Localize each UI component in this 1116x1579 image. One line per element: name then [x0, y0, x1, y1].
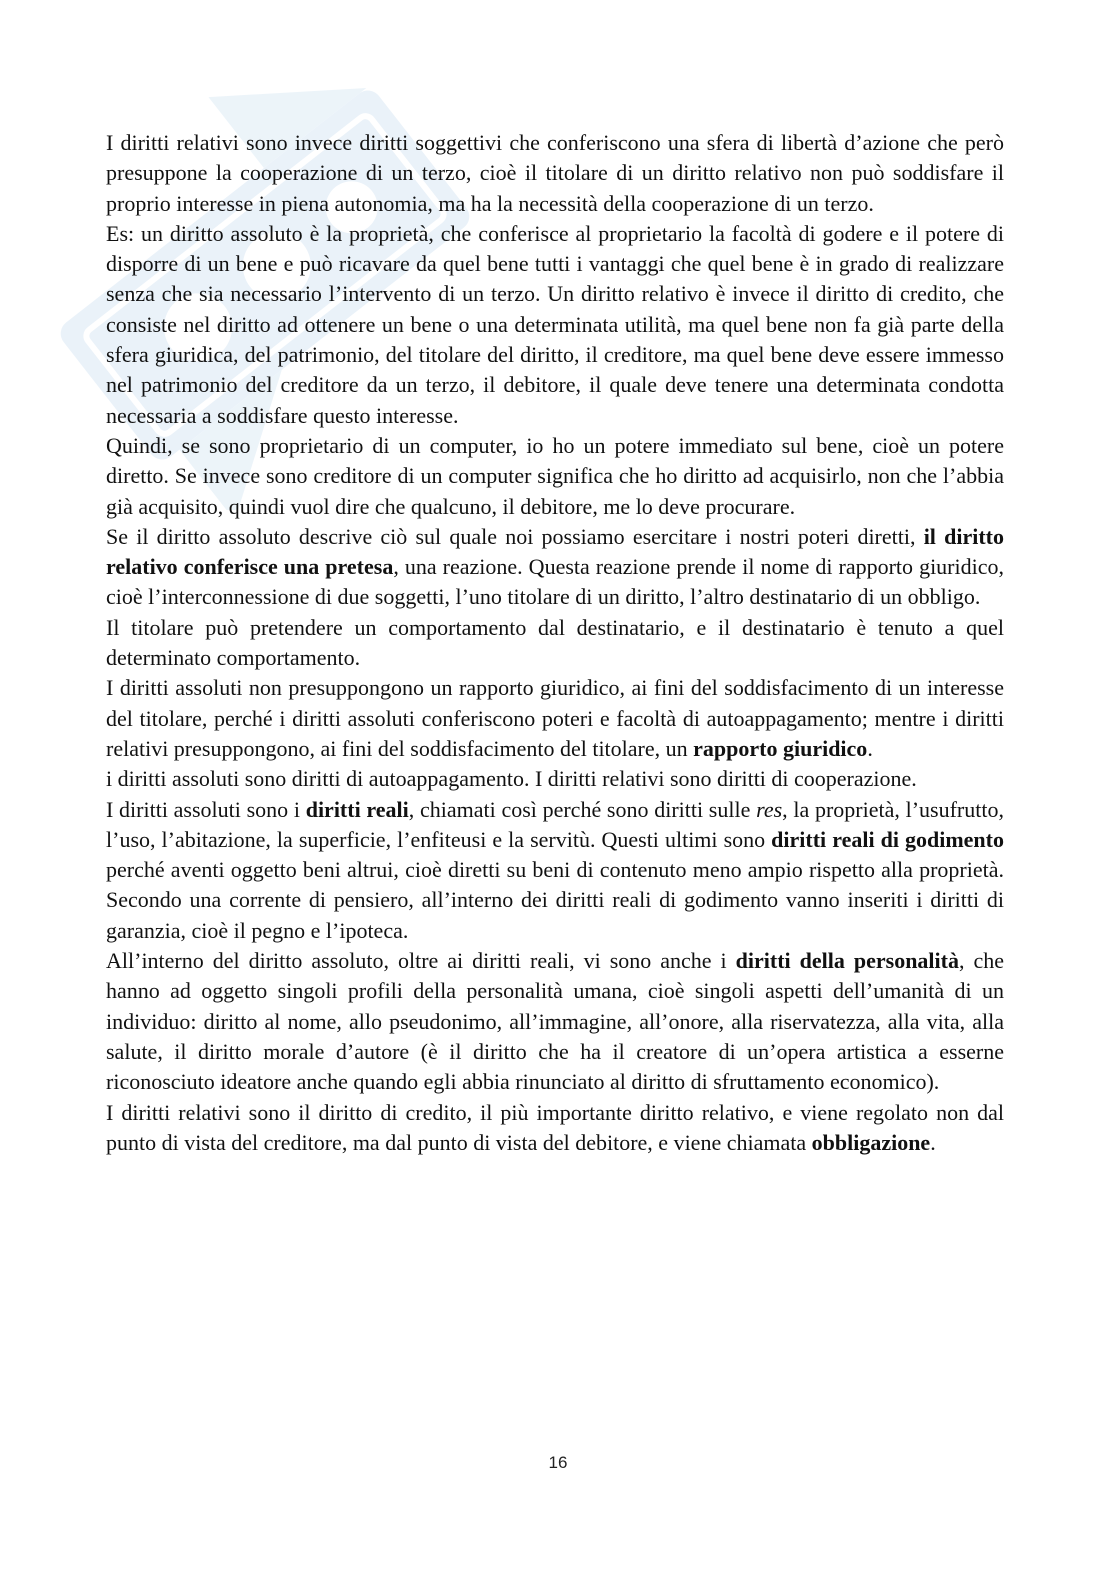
text-run: , che hanno ad oggetto singoli profili della personalità umana, cioè singoli aspetti dell’umanità di un individuo: diritto al nome, allo pseudonimo, all’immagine, all’onore, alla riservatezza, alla vita, alla salute, il diritto morale d’autore (è il diritto che ha il creatore di un’opera artistica a esserne riconosciuto ideatore anche quando egli abbia rinunciato al diritto di sfruttamento economico).: [106, 948, 1005, 1095]
bold-text: il diritto relativo conferisce una pretesa: [106, 523, 1004, 580]
bold-text: obbligazione: [811, 1129, 931, 1155]
text-run: All’interno del diritto assoluto, oltre ai diritti reali, vi sono anche i: [106, 948, 736, 974]
paragraph: [106, 1098, 1004, 1159]
paragraph: [106, 946, 1004, 1097]
paragraph: [106, 795, 1004, 946]
text-run: perché aventi oggetto beni altrui, cioè diretti su beni di contenuto meno ampio rispetto alla proprietà. Secondo una corrente di pensiero, all’interno dei diritti reali di godimento vanno inseriti i diritti di garanzia, cioè il pegno e l’ipoteca.: [106, 857, 1004, 943]
bold-text: rapporto giuridico: [693, 735, 868, 761]
page-number: 16: [548, 1453, 568, 1472]
paragraph: [106, 219, 1004, 431]
text-run: I diritti relativi sono invece diritti soggettivi che conferiscono una sfera di libertà d’azione che però presuppone la cooperazione di un terzo, cioè il titolare di un diritto relativo non può soddisfare il proprio interesse in piena autonomia, ma ha la necessità della cooperazione di un terzo.: [106, 130, 1004, 216]
paragraph: [106, 764, 1004, 794]
text-run: i diritti assoluti sono diritti di autoappagamento. I diritti relativi sono diritti di cooperazione.: [106, 766, 917, 792]
text-run: Es: un diritto assoluto è la proprietà, che conferisce al proprietario la facoltà di godere e il potere di disporre di un bene e può ricavare da quel bene tutti i vantaggi che quel bene è in grado di realizzare senza che sia necessario l’intervento di un terzo. Un diritto relativo è invece il diritto di credito, che consiste nel diritto ad ottenere un bene o una determinata utilità, ma quel bene non fa già parte della sfera giuridica, del patrimonio, del titolare del diritto, il creditore, ma quel bene deve essere immesso nel patrimonio del creditore da un terzo, il debitore, il quale deve tenere una determinata condotta necessaria a soddisfare questo interesse.: [106, 220, 1004, 428]
text-run: Il titolare può pretendere un comportamento dal destinatario, e il destinatario è tenuto a quel determinato comportamento.: [106, 614, 1004, 671]
text-run: Quindi, se sono proprietario di un computer, io ho un potere immediato sul bene, cioè un potere diretto. Se invece sono creditore di un computer significa che ho diritto ad acquisirlo, non che l’abbia già acquisito, quindi vuol dire che qualcuno, il debitore, me lo deve procurare.: [106, 432, 1004, 519]
text-run: , una reazione. Questa reazione prende il nome di rapporto giuridico, cioè l’interconnessione di due soggetti, l’uno titolare di un diritto, l’altro destinatario di un obbligo.: [106, 554, 1004, 610]
text-run: I diritti assoluti sono i: [106, 796, 306, 822]
document-body: [106, 128, 1004, 1158]
paragraph: [106, 128, 1004, 219]
paragraph: [106, 431, 1004, 522]
bold-text: diritti reali: [305, 796, 409, 822]
text-run: I diritti assoluti non presuppongono un rapporto giuridico, ai fini del soddisfacimento di un interesse del titolare, perché i diritti assoluti conferiscono poteri e facoltà di autoappagamento; mentre i diritti relativi presuppongono, ai fini del soddisfacimento del titolare, un: [106, 675, 1004, 761]
text-run: Se il diritto assoluto descrive ciò sul quale noi possiamo esercitare i nostri poteri diretti,: [106, 523, 924, 549]
italic-text: res: [756, 796, 783, 822]
bold-text: diritti della personalità: [735, 948, 959, 974]
text-run: , la proprietà, l’usufrutto, l’uso, l’abitazione, la superficie, l’enfiteusi e la servitù. Questi ultimi sono: [106, 796, 1004, 852]
paragraph: [106, 613, 1004, 674]
paragraph: [106, 673, 1004, 764]
text-run: , chiamati così perché sono diritti sulle: [408, 796, 757, 822]
text-run: I diritti relativi sono il diritto di credito, il più importante diritto relativo, e viene regolato non dal punto di vista del creditore, ma dal punto di vista del debitore, e viene chiamata: [106, 1099, 1004, 1155]
text-run: .: [930, 1129, 936, 1155]
paragraph: [106, 522, 1004, 613]
bold-text: diritti reali di godimento: [771, 826, 1004, 852]
text-run: .: [867, 735, 873, 761]
